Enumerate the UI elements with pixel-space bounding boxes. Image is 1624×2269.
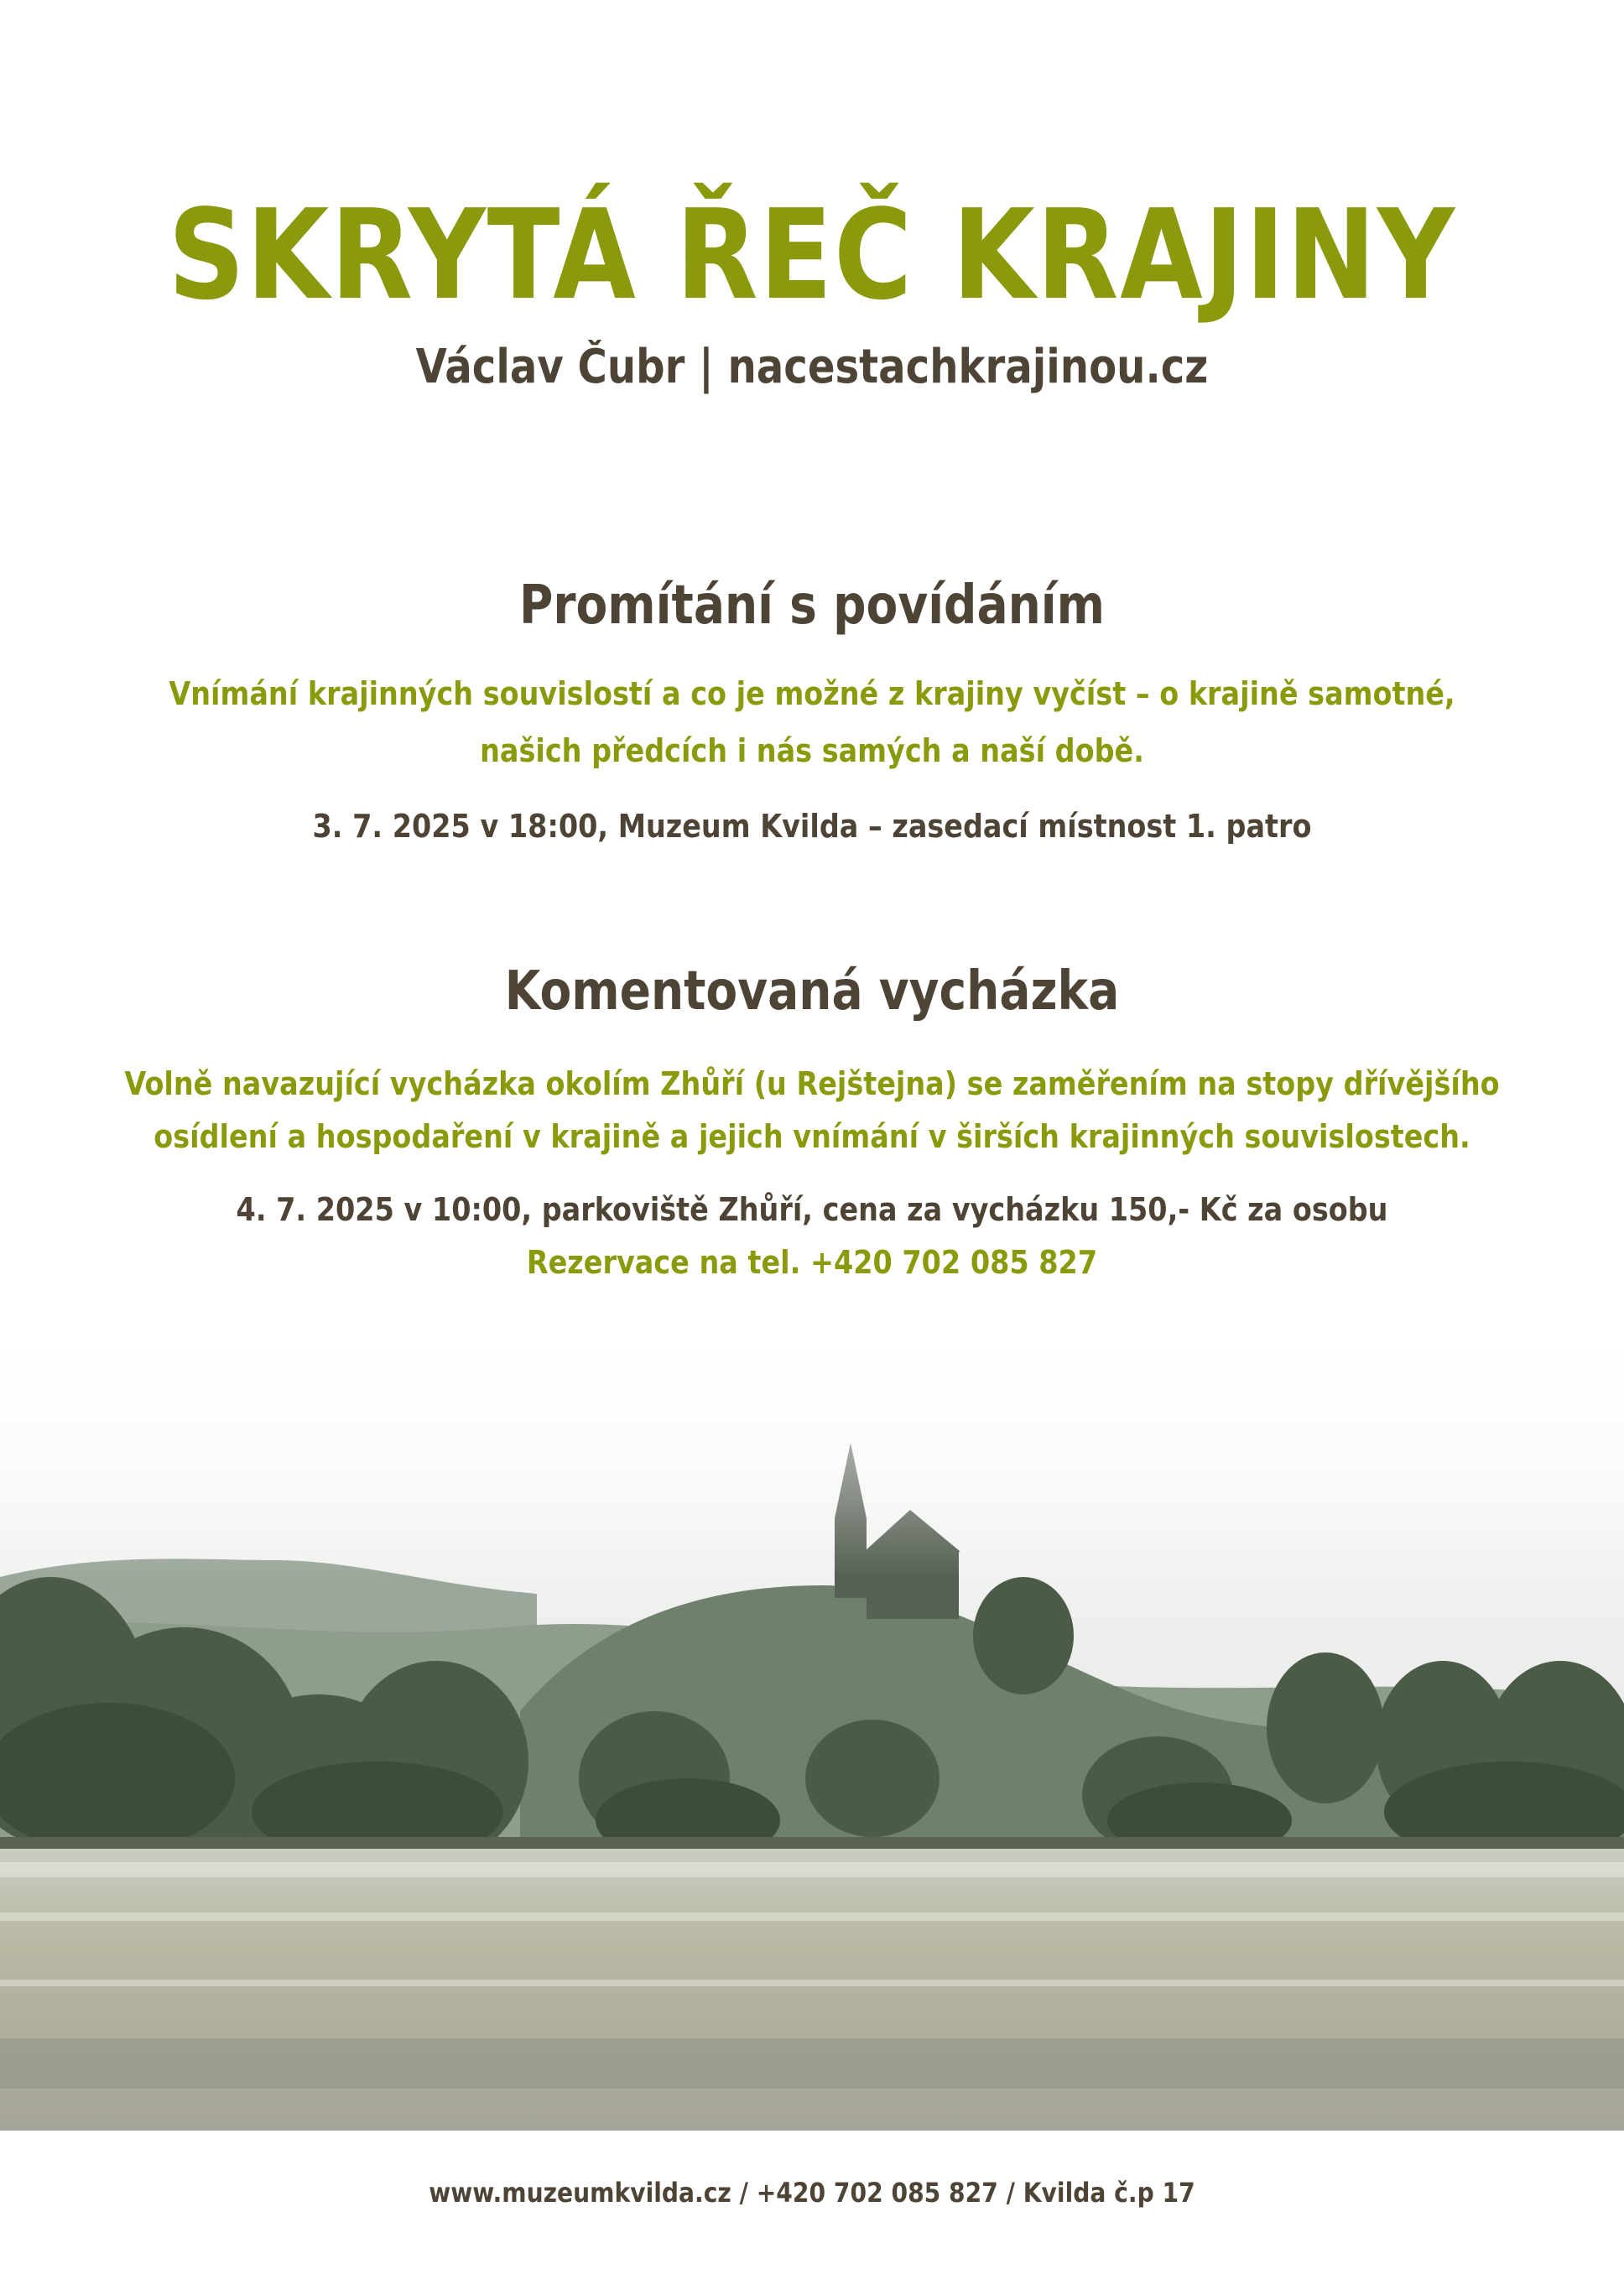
event2-heading: Komentovaná vycházka [504, 960, 1120, 1023]
event1-heading: Promítání s povídáním [519, 575, 1105, 637]
landscape-photo [0, 1309, 1624, 2131]
event1-description-line1: Vnímání krajinných souvislostí a co je možné z krajiny vyčíst – o krajině samotné, [169, 675, 1455, 712]
event1-details: 3. 7. 2025 v 18:00, Muzeum Kvilda – zasedací místnost 1. patro [312, 808, 1312, 845]
event2-description-line1: Volně navazující vycházka okolím Zhůří (u Rejštejna) se zaměřením na stopy dřívějšího [124, 1065, 1500, 1102]
event1-description-line2: našich předcích i nás samých a naší době. [480, 732, 1144, 769]
event2-details: 4. 7. 2025 v 10:00, parkoviště Zhůří, cena za vycházku 150,- Kč za osobu [236, 1191, 1388, 1228]
event2-description-line2: osídlení a hospodaření v krajině a jejich vnímání v širších krajinných souvislostech. [154, 1118, 1470, 1155]
footer-contact: www.muzeumkvilda.cz / +420 702 085 827 / Kvilda č.p 17 [429, 2177, 1195, 2209]
poster-title: SKRYTÁ ŘEČ KRAJINY [168, 183, 1456, 327]
author-line: Václav Čubr | nacestachkrajinou.cz [415, 340, 1209, 394]
event2-reservation: Rezervace na tel. +420 702 085 827 [526, 1244, 1098, 1281]
